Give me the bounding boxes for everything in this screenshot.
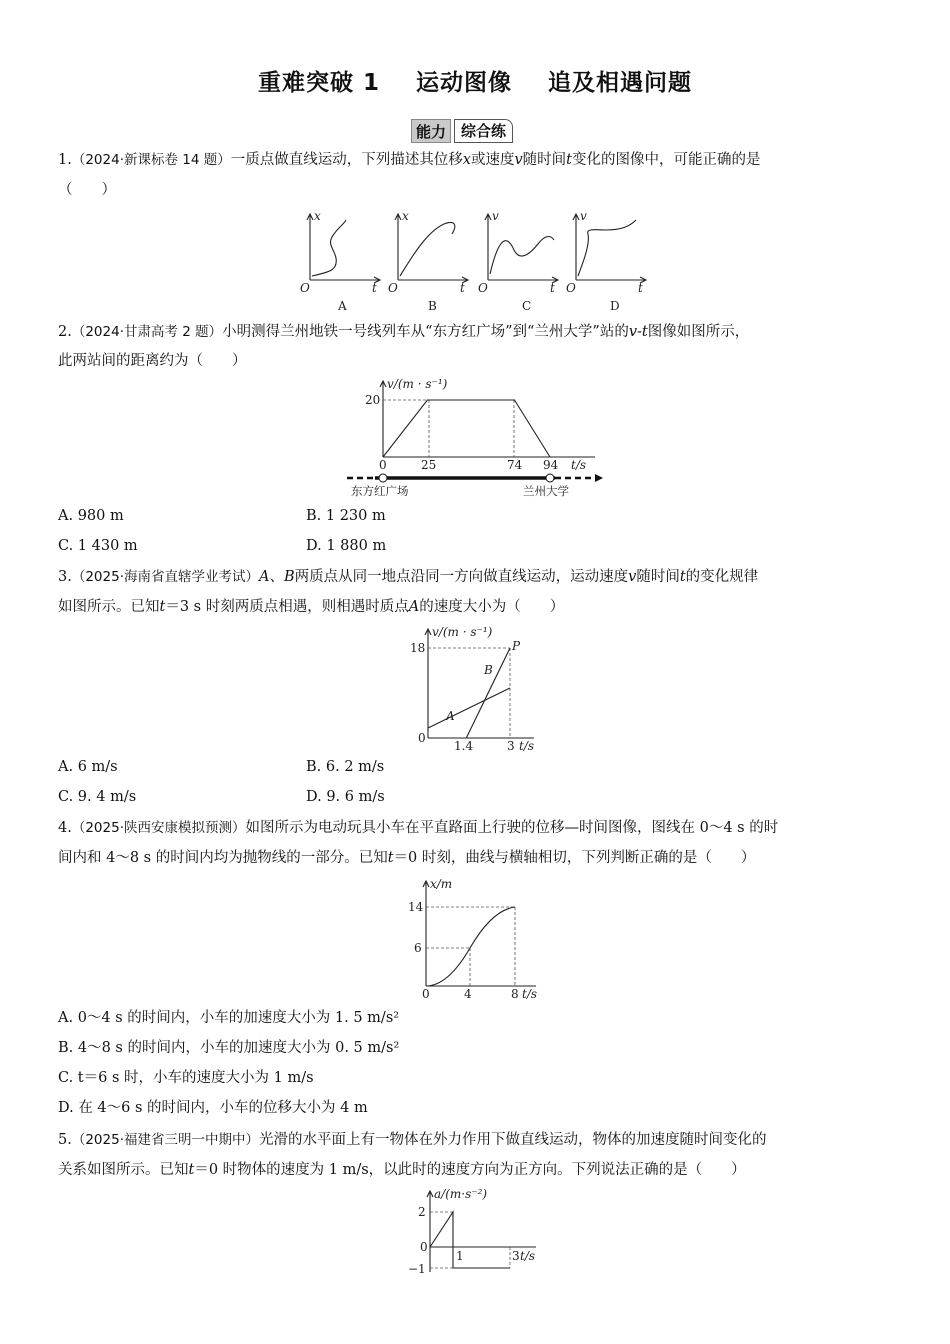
svg-text:t/s: t/s	[520, 1249, 536, 1263]
q4-xt-curve	[426, 907, 515, 986]
question-1-graph-c	[478, 210, 568, 315]
question-3-stem-line2: 如图所示。已知t＝3 s 时刻两质点相遇，则相遇时质点A的速度大小为（ ）	[58, 599, 565, 615]
svg-text:0: 0	[420, 1240, 428, 1254]
question-1-graph-d	[566, 210, 656, 315]
question-2-option-b[interactable]: B. 1 230 m	[306, 508, 386, 524]
svg-text:O: O	[478, 281, 488, 295]
q2-vt-polyline	[383, 400, 550, 457]
question-4-stem: 4.（2025·陕西安康模拟预测）如图所示为电动玩具小车在平直路面上行驶的位移—时间图像，图线在 0～4 s 的时	[58, 820, 779, 836]
question-2-stem-line2: 此两站间的距离约为（ ）	[58, 353, 247, 369]
question-5-stem: 5.（2025·福建省三明一中期中）光滑的水平面上有一物体在外力作用下做直线运动，物体的加速度随时间变化的	[58, 1132, 767, 1148]
svg-text:94: 94	[543, 458, 559, 472]
svg-text:v/(m · s⁻¹): v/(m · s⁻¹)	[432, 625, 493, 639]
svg-text:a/(m·s⁻²): a/(m·s⁻²)	[434, 1187, 488, 1201]
svg-text:t: t	[460, 281, 465, 295]
svg-text:2: 2	[418, 1205, 426, 1219]
svg-text:O: O	[566, 281, 576, 295]
svg-text:东方红广场: 东方红广场	[351, 484, 409, 498]
svg-text:14: 14	[408, 900, 424, 914]
question-2-option-a[interactable]: A. 980 m	[58, 508, 124, 524]
svg-text:v/(m · s⁻¹): v/(m · s⁻¹)	[387, 377, 448, 391]
svg-text:t/s: t/s	[519, 739, 535, 753]
svg-text:P: P	[512, 639, 521, 653]
svg-text:D: D	[610, 299, 620, 313]
svg-text:x: x	[314, 209, 321, 223]
question-5-stem-line2: 关系如图所示。已知t＝0 时物体的速度为 1 m/s，以此时的速度方向为正方向。下列说法正确的是（ ）	[58, 1162, 746, 1178]
svg-text:0: 0	[422, 987, 430, 1001]
svg-text:6: 6	[414, 941, 422, 955]
question-3-option-b[interactable]: B. 6. 2 m/s	[306, 759, 385, 775]
question-2-stem: 2.（2024·甘肃高考 2 题）小明测得兰州地铁一号线列车从“东方红广场”到“兰州大学”站的v-t图像如图所示，	[58, 324, 750, 340]
svg-text:20: 20	[365, 393, 381, 407]
question-1-stem: 1.（2024·新课标卷 14 题）一质点做直线运动，下列描述其位移x或速度v随时间t变化的图像中，可能正确的是	[58, 152, 761, 168]
svg-text:18: 18	[410, 641, 426, 655]
question-4-xt-chart	[408, 876, 558, 1004]
question-4-option-b[interactable]: B. 4～8 s 的时间内，小车的加速度大小为 0. 5 m/s²	[58, 1040, 400, 1056]
question-3-option-c[interactable]: C. 9. 4 m/s	[58, 789, 137, 805]
svg-text:A: A	[446, 709, 455, 723]
svg-text:x/m: x/m	[430, 877, 453, 891]
section-badge	[411, 119, 513, 143]
svg-text:1.4: 1.4	[454, 739, 474, 753]
svg-text:v: v	[492, 209, 499, 223]
svg-text:B: B	[428, 299, 437, 313]
q3-line-a	[428, 688, 510, 728]
svg-text:x: x	[402, 209, 409, 223]
svg-text:兰州大学: 兰州大学	[523, 484, 569, 498]
question-3-option-a[interactable]: A. 6 m/s	[58, 759, 118, 775]
question-2-option-c[interactable]: C. 1 430 m	[58, 538, 138, 554]
svg-text:t/s: t/s	[571, 458, 587, 472]
question-1-graph-a	[300, 210, 390, 315]
question-1-graph-b	[388, 210, 478, 315]
question-3-vt-chart	[408, 624, 558, 754]
svg-text:C: C	[522, 299, 532, 313]
svg-text:B: B	[484, 663, 493, 677]
question-1-blank: （ ）	[58, 182, 116, 198]
svg-text:O: O	[388, 281, 398, 295]
svg-text:t: t	[638, 281, 643, 295]
question-2-option-d[interactable]: D. 1 880 m	[306, 538, 387, 554]
svg-text:t/s: t/s	[522, 987, 538, 1001]
q5-at-graph	[430, 1212, 510, 1268]
svg-text:t: t	[372, 281, 377, 295]
svg-text:8: 8	[511, 987, 519, 1001]
question-4-option-c[interactable]: C. t＝6 s 时，小车的速度大小为 1 m/s	[58, 1070, 314, 1086]
badge-label-practice: 综合练	[454, 119, 513, 143]
svg-text:4: 4	[464, 987, 472, 1001]
svg-text:A: A	[338, 299, 347, 313]
question-4-option-a[interactable]: A. 0～4 s 的时间内，小车的加速度大小为 1. 5 m/s²	[58, 1010, 400, 1026]
badge-label-ability: 能力	[411, 119, 451, 143]
question-3-option-d[interactable]: D. 9. 6 m/s	[306, 789, 385, 805]
svg-text:3: 3	[507, 739, 515, 753]
svg-text:3: 3	[512, 1249, 520, 1263]
svg-text:0: 0	[418, 731, 426, 745]
question-5-at-chart	[408, 1188, 558, 1278]
q3-line-b	[466, 648, 510, 738]
svg-text:74: 74	[507, 458, 523, 472]
svg-text:−1: −1	[408, 1262, 426, 1276]
page-title: 重难突破 1 运动图像 追及相遇问题	[257, 70, 693, 96]
question-3-stem: 3.（2025·海南省直辖学业考试）A、B两质点从同一地点沿同一方向做直线运动，运动速度v随时间t的变化规律	[58, 569, 759, 585]
svg-text:1: 1	[456, 1249, 464, 1263]
svg-text:t: t	[550, 281, 555, 295]
svg-text:25: 25	[421, 458, 437, 472]
question-4-option-d[interactable]: D. 在 4～6 s 的时间内，小车的位移大小为 4 m	[58, 1100, 368, 1116]
svg-text:O: O	[300, 281, 310, 295]
question-4-stem-line2: 间内和 4～8 s 的时间内均为抛物线的一部分。已知t＝0 时刻，曲线与横轴相切，下列判断正确的是（ ）	[58, 850, 756, 866]
svg-text:0: 0	[379, 458, 387, 472]
svg-text:v: v	[580, 209, 587, 223]
question-2-vt-chart	[345, 378, 615, 503]
